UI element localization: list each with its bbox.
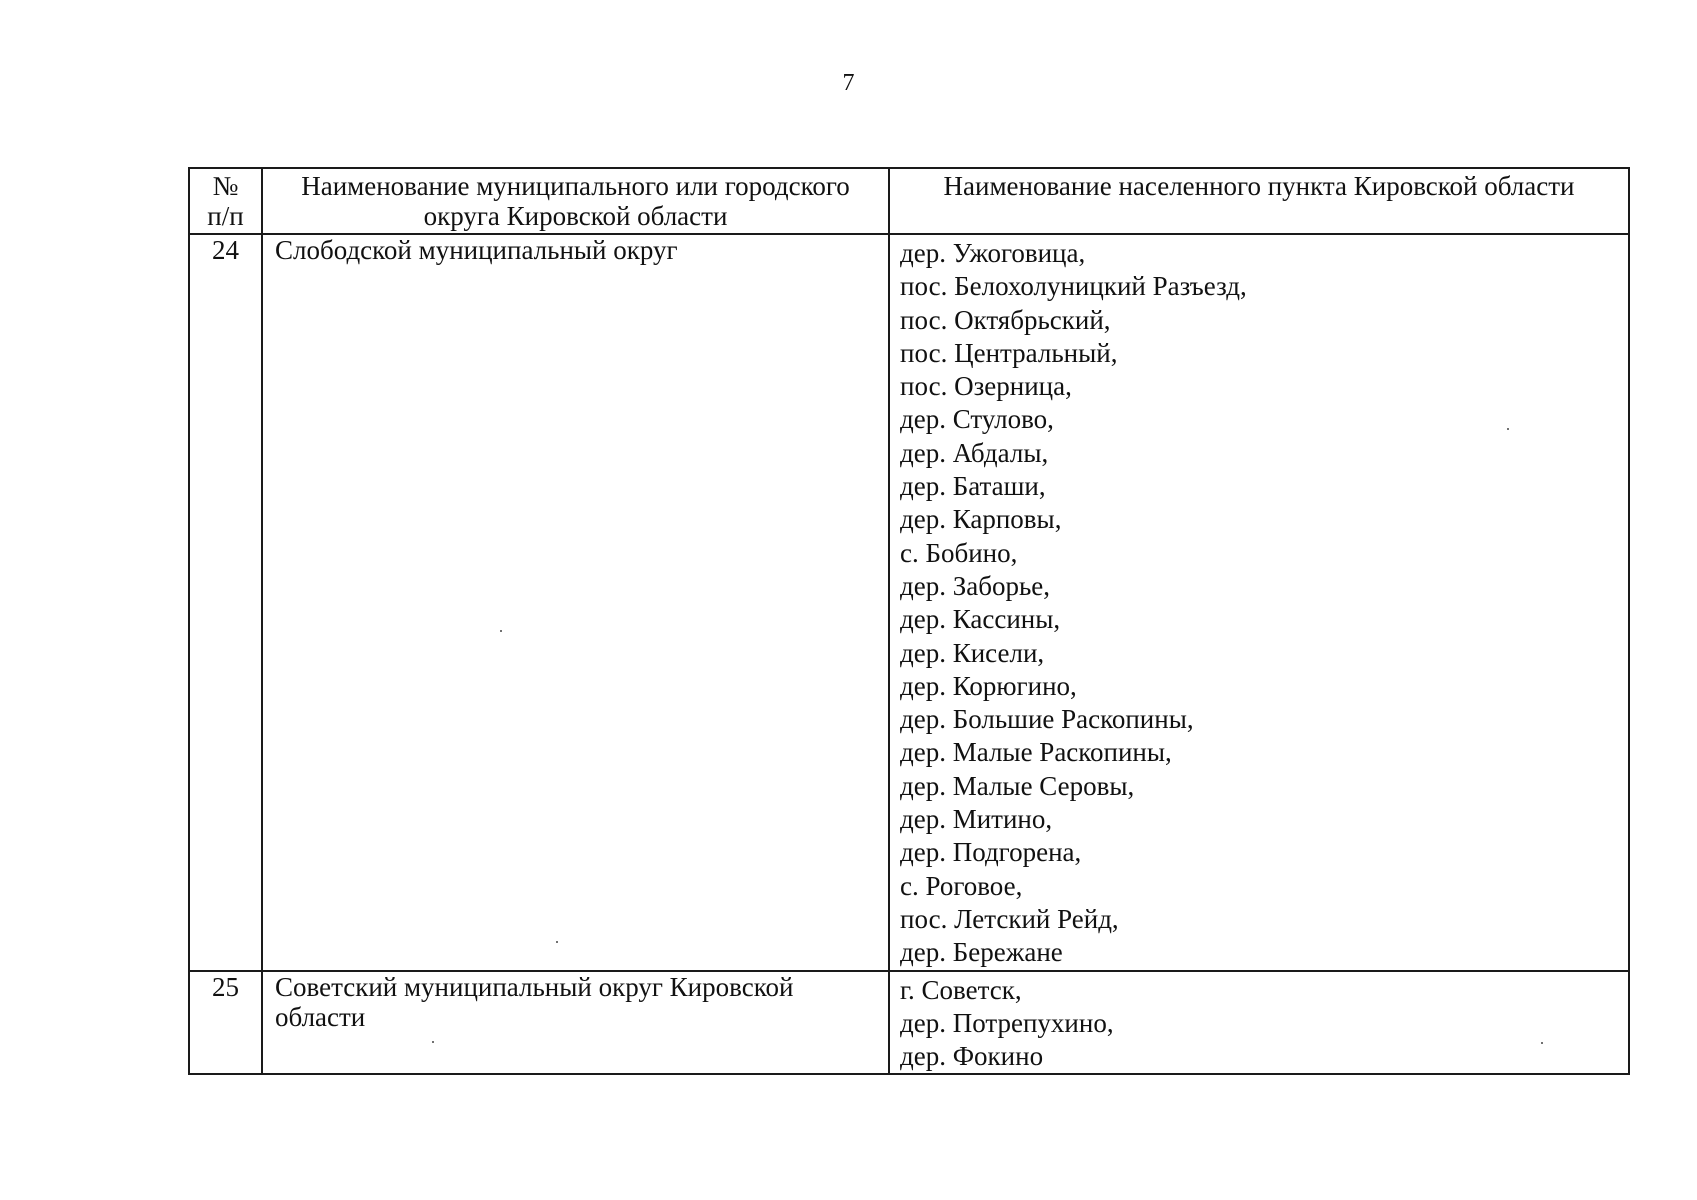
- row-okrug: [262, 971, 889, 1075]
- punkt-item: дер. Митино,: [900, 804, 1053, 835]
- scan-speck: [432, 1041, 434, 1043]
- table-header-row: [189, 168, 1629, 234]
- punkt-item: пос. Летский Рейд,: [900, 903, 1119, 934]
- header-okrug: [262, 168, 889, 234]
- punkt-item: пос. Озерница,: [900, 371, 1072, 402]
- punkt-item: дер. Фокино: [900, 1041, 1044, 1072]
- punkt-item: пос. Октябрьский,: [900, 304, 1111, 335]
- header-punkt-line: Наименование населенного пункта Кировской области: [943, 171, 1575, 201]
- row-okrug: [262, 234, 889, 971]
- punkt-item: дер. Ужоговица,: [900, 238, 1086, 268]
- row-punkty: [889, 234, 1629, 971]
- punkt-item: дер. Баташи,: [900, 471, 1046, 502]
- punkt-item: дер. Большие Раскопины,: [900, 704, 1194, 735]
- punkt-item: дер. Кассины,: [900, 604, 1061, 635]
- punkt-item: дер. Кисели,: [900, 637, 1045, 668]
- scan-speck: [1541, 1042, 1543, 1044]
- scan-speck: [500, 630, 502, 632]
- header-number: [189, 168, 262, 234]
- punkt-item: дер. Малые Раскопины,: [900, 737, 1172, 768]
- scan-speck: [556, 941, 558, 943]
- punkt-item: с. Бобино,: [900, 537, 1018, 568]
- table-row: [189, 971, 1629, 1075]
- punkt-item: г. Советск,: [900, 974, 1022, 1005]
- punkt-item: дер. Малые Серовы,: [900, 770, 1135, 801]
- scan-speck: [1507, 428, 1509, 430]
- punkt-item: дер. Стулово,: [900, 404, 1054, 435]
- punkt-item: дер. Заборье,: [900, 570, 1051, 601]
- row-number: 24: [189, 234, 262, 971]
- table-row: [189, 234, 1629, 971]
- punkt-item: дер. Абдалы,: [900, 437, 1049, 468]
- okrug-line: Слободской муниципальный округ: [275, 235, 678, 265]
- punkt-item: дер. Карповы,: [900, 504, 1062, 535]
- settlements-table: [188, 167, 1630, 1075]
- punkt-item: дер. Потрепухино,: [900, 1007, 1114, 1038]
- punkt-item: пос. Белохолуницкий Разъезд,: [900, 271, 1247, 302]
- okrug-line: Советский муниципальный округ Кировской: [275, 971, 794, 1002]
- header-number-line: п/п: [207, 201, 244, 231]
- row-number: 25: [189, 971, 262, 1075]
- punkt-item: дер. Подгорена,: [900, 837, 1082, 868]
- punkt-item: дер. Корюгино,: [900, 670, 1077, 701]
- header-punkt: [889, 168, 1629, 234]
- okrug-line: области: [275, 1001, 366, 1032]
- header-okrug-line: округа Кировской области: [423, 201, 728, 231]
- header-okrug-line: Наименование муниципального или городского: [301, 171, 850, 201]
- punkt-item: с. Роговое,: [900, 870, 1023, 901]
- page-number: 7: [842, 70, 855, 96]
- punkt-item: пос. Центральный,: [900, 337, 1118, 368]
- header-number-line: №: [212, 171, 239, 201]
- punkt-item: дер. Бережане: [900, 937, 1063, 968]
- row-punkty: [889, 971, 1629, 1075]
